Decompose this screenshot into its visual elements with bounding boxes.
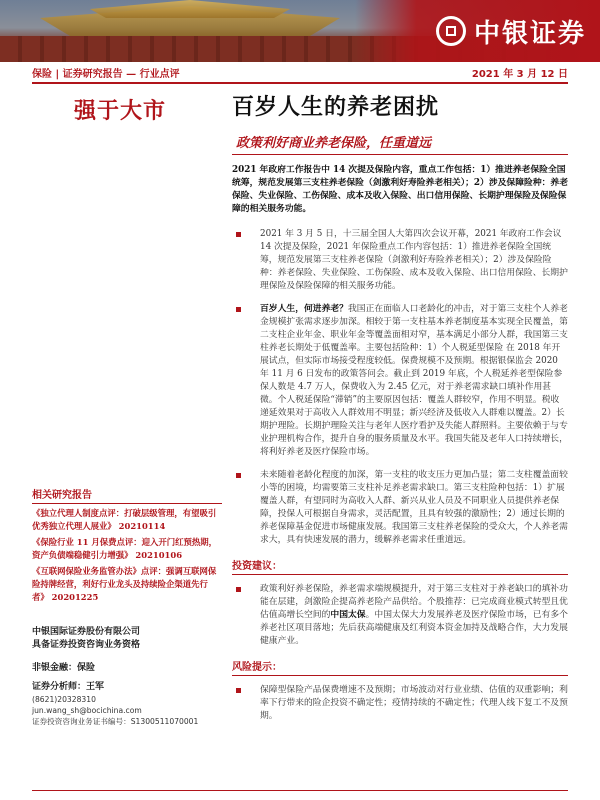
- risk-text: 保障型保险产品保费增速不及预期；市场波动对行业业绩、估值的双重影响；利率下行带来的险企投资不确定性；疫情持续的不确定性；代理人线下复工不及预期。: [260, 685, 568, 721]
- risk-paragraph: [232, 684, 568, 723]
- org-name: 中银国际证券股份有限公司: [32, 627, 141, 637]
- paragraph-text: 我国正在面临人口老龄化的冲击，对于第三支柱个人养老金规模扩张需求逐步加深。相较于第一支柱基本养老制度基本实现全民覆盖，第二支柱企业年金、职业年金等覆盖面相对窄，基本满足小部分人群，我国第三支柱养老长期处于低覆盖率。主要包括险种：1）个人税延型保险 在 2018 年开展试点，但实际市场接受程度较低。保费规模不及预期。根据银保监会 2020 年 11 月 6 日发布的政策答问会。截止到 2019 年底，个人税延养老型保险参保人数是 4.7 万人，保费收入为 2.45 亿元，对于养老需求缺口填补作用甚微。个人税延保险“滞销”的主要原因包括：覆盖人群较窄，作用不明显。税收递延效果对于高收入人群效用不明显；新兴经济及低收入人群难以覆盖。2）长期护理险。长期护理险关注与老年人医疗看护及失能人群照料。主要依赖于与专业护理机构合作，提升自身的服务质量及水平。我国失能及老年人口持续增长，将利好养老及医疗保险市场。: [260, 304, 568, 457]
- report-info-bar: [32, 62, 568, 84]
- related-report-link[interactable]: 《独立代理人制度点评：打破层级管理，有望吸引优秀独立代理人展业》 20210114: [32, 508, 217, 531]
- report-date: 2021 年 3 月 12 日: [471, 68, 568, 80]
- bullet-square-icon: [236, 307, 241, 312]
- related-reports: [32, 486, 222, 607]
- header-banner: [0, 0, 600, 62]
- report-category: 保险 | 证券研究报告 — 行业点评: [32, 68, 180, 80]
- related-report-link[interactable]: 《保险行业 11 月保费点评：迎入开门红预热期，资产负债端稳健引力增强》 20210106: [32, 537, 217, 560]
- investment-text-before: 政策利好养老保险，养老需求端规模提升，对于第三支柱对于养老缺口的填补功能在层建，剑激险企提高养老险产品供给。个股推荐：已完成商业模式转型且优估值高增长空间的: [260, 584, 568, 620]
- boc-logo-icon: [436, 16, 466, 46]
- related-reports-heading: 相关研究报告: [32, 486, 222, 504]
- investment-text-after: 。中国太保大力发展养老及医疗保险市场，已有多个养老社区项目落地；先后获高端健康及红利资本资金加持及战略合作，大力发展健康产业。: [260, 610, 568, 646]
- company-logo: [355, 0, 600, 62]
- footer-divider: [32, 790, 568, 791]
- body-paragraph: [232, 303, 568, 459]
- body-paragraph: [232, 228, 568, 293]
- report-subtitle: 政策利好商业养老保险，任重道远: [236, 136, 432, 151]
- palace-roof-top-image: [90, 0, 290, 18]
- investment-lead: 中国太保: [330, 610, 366, 620]
- investment-paragraph: [232, 583, 568, 648]
- related-report-link[interactable]: 《互联网保险业务监管办法》点评：强调互联网保险持牌经营，利好行业龙头及持续险企渠道先行者》 20201225: [32, 566, 217, 602]
- bullet-square-icon: [236, 688, 241, 693]
- industry-rating: 强于大市: [74, 99, 167, 124]
- paragraph-lead: 百岁人生，何进养老？: [260, 304, 348, 314]
- report-title: 百岁人生的养老困扰: [232, 95, 440, 120]
- title-divider: [232, 154, 568, 155]
- bullet-square-icon: [236, 232, 241, 237]
- rating-block: [32, 86, 212, 125]
- risk-heading: 风险提示：: [232, 658, 568, 676]
- investment-heading: 投资建议：: [232, 557, 568, 575]
- analyst-cert-number: 证券投资咨询业务证书编号：S1300511070001: [32, 717, 199, 726]
- analyst-email[interactable]: jun.wang_sh@bocichina.com: [32, 706, 142, 715]
- analyst-sector: 非银金融：保险: [32, 663, 96, 673]
- report-body: [232, 228, 568, 733]
- report-summary: 2021 年政府工作报告中 14 次提及保险内容，重点工作包括：1）推进养老保险全国统筹，规范发展第三支柱养老保险（剑激利好寿险养老相关）；2）涉及保障险种：养老保险、失业保险、工伤保险、成本及收入保险、出口信用保险、长期护理保险及保险保障的相关服务功能。: [232, 165, 569, 214]
- paragraph-text: 2021 年 3 月 5 日，十三届全国人大第四次会议开幕，2021 年政府工作会议 14 次提及保险，2021 年保险重点工作内容包括：1）推进养老保险全国统筹，规范发展第三支柱养老保险（剑激利好寿险养老相关）；2）涉及保险险种：养老保险、失业保险、工伤保险、成本及收入保险、出口信用保险、长期护理保险及保险保障的相关服务功能。: [260, 229, 568, 291]
- org-qualification: 具备证券投资咨询业务资格: [32, 640, 141, 650]
- analyst-info: [32, 626, 222, 727]
- analyst-name: 证券分析师：王军: [32, 682, 105, 692]
- body-paragraph: [232, 469, 568, 547]
- analyst-phone: (8621)20328310: [32, 695, 96, 704]
- bullet-square-icon: [236, 587, 241, 592]
- bullet-square-icon: [236, 473, 241, 478]
- logo-text: 中银证券: [473, 18, 586, 49]
- paragraph-text: 未来随着老龄化程度的加深，第一支柱的收支压力更加凸显；第二支柱覆盖面较小等的困境，均需要第三支柱补足养老需求缺口。第三支柱险种包括：1）扩展覆盖人群，有望同时为高收入人群、新兴从业人员及不同职业人员提供养老保障，投保人可根据自身需求，灵活配置，且具有较强的激励性；2）通过长期的养老保障基金促进市场健康发展。我国第三支柱养老保险的受众大，个人养老需求大，具有快速发展的潜力，缓解养老需求任重道远。: [260, 470, 568, 545]
